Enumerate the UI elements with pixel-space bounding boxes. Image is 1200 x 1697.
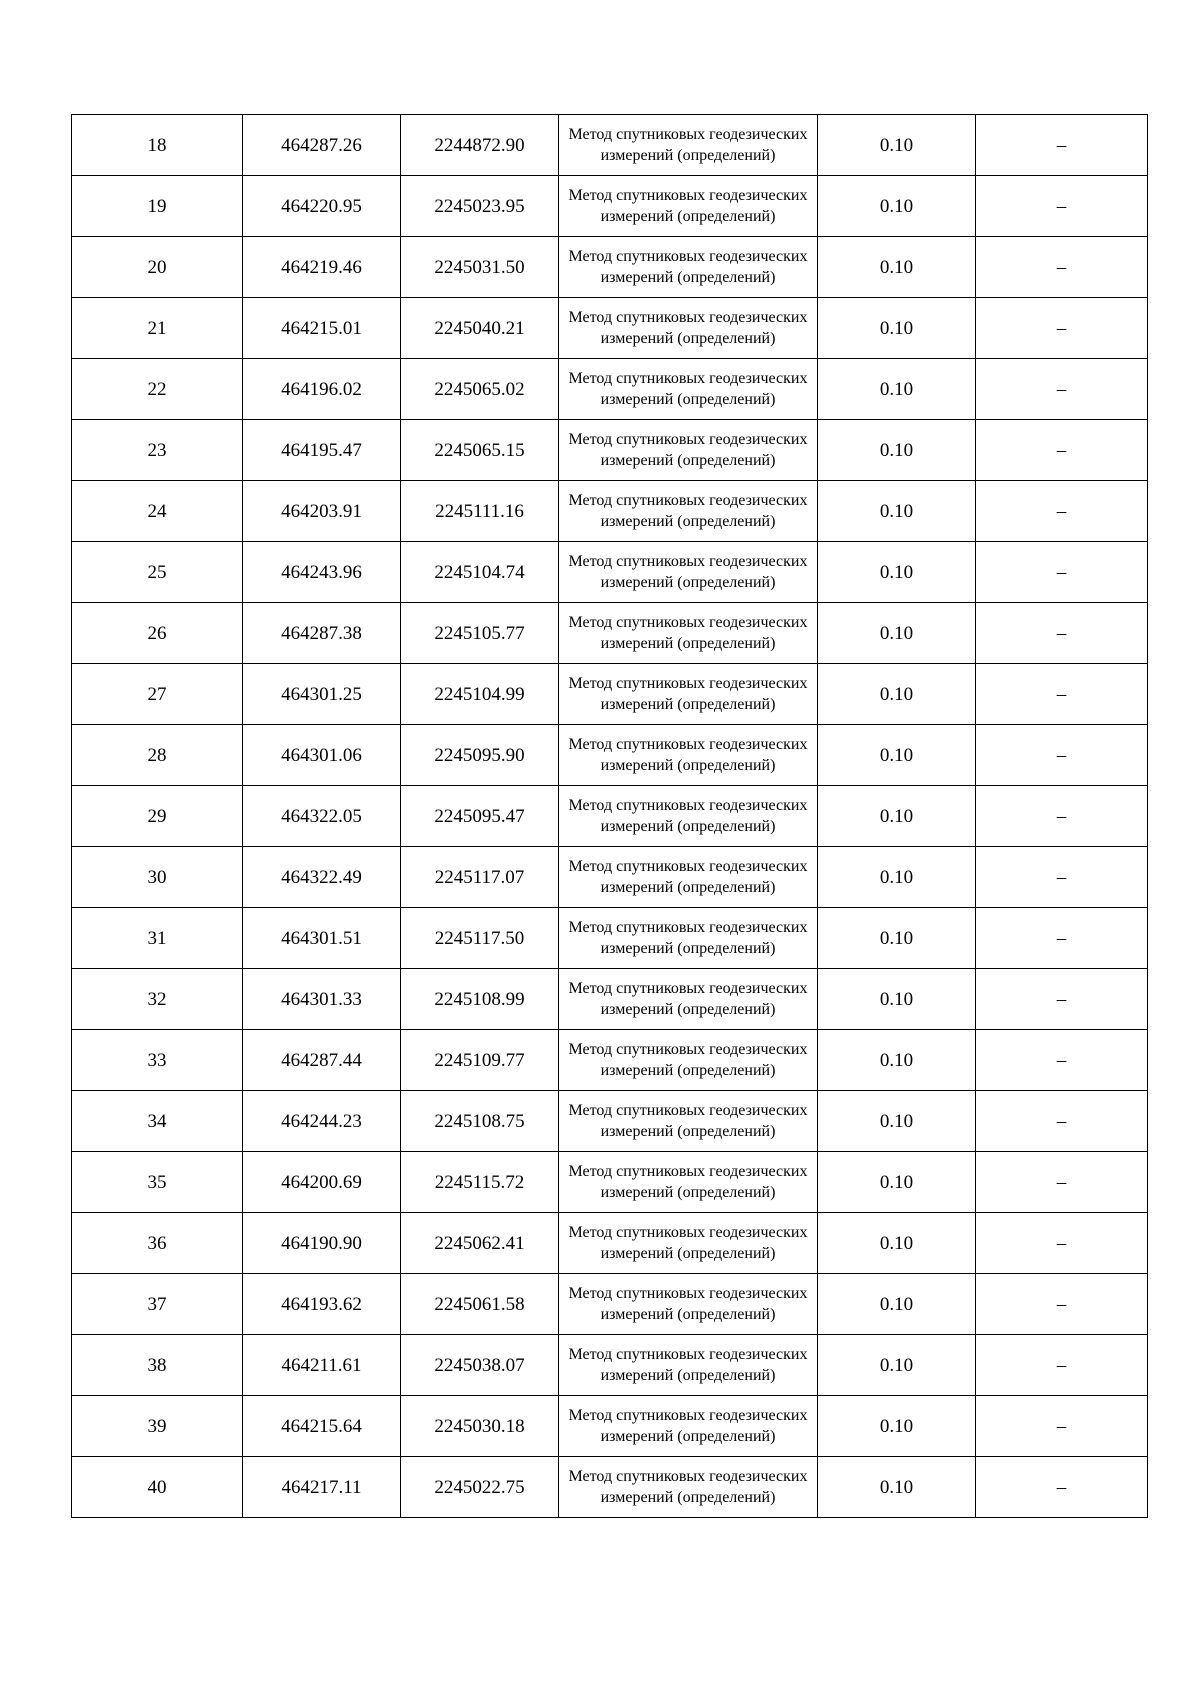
- method-cell: Метод спутниковых геодезических измерений (определений): [559, 237, 818, 298]
- x-coordinate-cell: 464301.06: [243, 725, 401, 786]
- note-cell: –: [976, 1457, 1148, 1518]
- accuracy-cell: 0.10: [818, 359, 976, 420]
- point-number-cell: 39: [72, 1396, 243, 1457]
- method-cell: Метод спутниковых геодезических измерений (определений): [559, 481, 818, 542]
- y-coordinate-cell: 2245108.75: [401, 1091, 559, 1152]
- x-coordinate-cell: 464219.46: [243, 237, 401, 298]
- point-number-cell: 34: [72, 1091, 243, 1152]
- method-cell: Метод спутниковых геодезических измерений (определений): [559, 725, 818, 786]
- y-coordinate-cell: 2245109.77: [401, 1030, 559, 1091]
- coordinates-table: [71, 114, 1148, 1518]
- accuracy-cell: 0.10: [818, 298, 976, 359]
- note-cell: –: [976, 1091, 1148, 1152]
- point-number-cell: 23: [72, 420, 243, 481]
- y-coordinate-cell: 2245030.18: [401, 1396, 559, 1457]
- method-cell: Метод спутниковых геодезических измерений (определений): [559, 1274, 818, 1335]
- table-row: [72, 1213, 1148, 1274]
- note-cell: –: [976, 359, 1148, 420]
- accuracy-cell: 0.10: [818, 1335, 976, 1396]
- method-cell: Метод спутниковых геодезических измерений (определений): [559, 115, 818, 176]
- x-coordinate-cell: 464287.38: [243, 603, 401, 664]
- table-row: [72, 1152, 1148, 1213]
- table-row: [72, 481, 1148, 542]
- method-cell: Метод спутниковых геодезических измерений (определений): [559, 1091, 818, 1152]
- x-coordinate-cell: 464287.44: [243, 1030, 401, 1091]
- point-number-cell: 30: [72, 847, 243, 908]
- note-cell: –: [976, 908, 1148, 969]
- method-cell: Метод спутниковых геодезических измерений (определений): [559, 1030, 818, 1091]
- table-row: [72, 1335, 1148, 1396]
- method-cell: Метод спутниковых геодезических измерений (определений): [559, 176, 818, 237]
- note-cell: –: [976, 115, 1148, 176]
- note-cell: –: [976, 298, 1148, 359]
- y-coordinate-cell: 2245095.47: [401, 786, 559, 847]
- y-coordinate-cell: 2245105.77: [401, 603, 559, 664]
- y-coordinate-cell: 2245022.75: [401, 1457, 559, 1518]
- note-cell: –: [976, 1396, 1148, 1457]
- x-coordinate-cell: 464301.51: [243, 908, 401, 969]
- method-cell: Метод спутниковых геодезических измерений (определений): [559, 1152, 818, 1213]
- table-row: [72, 847, 1148, 908]
- accuracy-cell: 0.10: [818, 725, 976, 786]
- accuracy-cell: 0.10: [818, 1030, 976, 1091]
- x-coordinate-cell: 464287.26: [243, 115, 401, 176]
- y-coordinate-cell: 2245023.95: [401, 176, 559, 237]
- accuracy-cell: 0.10: [818, 115, 976, 176]
- table-row: [72, 115, 1148, 176]
- note-cell: –: [976, 1274, 1148, 1335]
- table-row: [72, 1274, 1148, 1335]
- point-number-cell: 21: [72, 298, 243, 359]
- y-coordinate-cell: 2244872.90: [401, 115, 559, 176]
- accuracy-cell: 0.10: [818, 420, 976, 481]
- x-coordinate-cell: 464322.05: [243, 786, 401, 847]
- table-row: [72, 969, 1148, 1030]
- accuracy-cell: 0.10: [818, 603, 976, 664]
- y-coordinate-cell: 2245065.15: [401, 420, 559, 481]
- method-cell: Метод спутниковых геодезических измерений (определений): [559, 908, 818, 969]
- x-coordinate-cell: 464322.49: [243, 847, 401, 908]
- table-row: [72, 1396, 1148, 1457]
- note-cell: –: [976, 664, 1148, 725]
- table-row: [72, 176, 1148, 237]
- note-cell: –: [976, 1335, 1148, 1396]
- method-cell: Метод спутниковых геодезических измерений (определений): [559, 664, 818, 725]
- accuracy-cell: 0.10: [818, 908, 976, 969]
- point-number-cell: 27: [72, 664, 243, 725]
- note-cell: –: [976, 542, 1148, 603]
- table-row: [72, 542, 1148, 603]
- table-row: [72, 725, 1148, 786]
- x-coordinate-cell: 464220.95: [243, 176, 401, 237]
- x-coordinate-cell: 464200.69: [243, 1152, 401, 1213]
- note-cell: –: [976, 420, 1148, 481]
- point-number-cell: 20: [72, 237, 243, 298]
- y-coordinate-cell: 2245095.90: [401, 725, 559, 786]
- accuracy-cell: 0.10: [818, 1091, 976, 1152]
- point-number-cell: 38: [72, 1335, 243, 1396]
- accuracy-cell: 0.10: [818, 969, 976, 1030]
- x-coordinate-cell: 464243.96: [243, 542, 401, 603]
- point-number-cell: 25: [72, 542, 243, 603]
- note-cell: –: [976, 725, 1148, 786]
- point-number-cell: 37: [72, 1274, 243, 1335]
- point-number-cell: 40: [72, 1457, 243, 1518]
- accuracy-cell: 0.10: [818, 1213, 976, 1274]
- x-coordinate-cell: 464196.02: [243, 359, 401, 420]
- point-number-cell: 26: [72, 603, 243, 664]
- table-row: [72, 664, 1148, 725]
- method-cell: Метод спутниковых геодезических измерений (определений): [559, 786, 818, 847]
- note-cell: –: [976, 847, 1148, 908]
- accuracy-cell: 0.10: [818, 176, 976, 237]
- accuracy-cell: 0.10: [818, 664, 976, 725]
- x-coordinate-cell: 464301.33: [243, 969, 401, 1030]
- accuracy-cell: 0.10: [818, 481, 976, 542]
- table-row: [72, 1091, 1148, 1152]
- x-coordinate-cell: 464215.01: [243, 298, 401, 359]
- point-number-cell: 19: [72, 176, 243, 237]
- accuracy-cell: 0.10: [818, 1457, 976, 1518]
- y-coordinate-cell: 2245115.72: [401, 1152, 559, 1213]
- table-row: [72, 1030, 1148, 1091]
- point-number-cell: 29: [72, 786, 243, 847]
- x-coordinate-cell: 464195.47: [243, 420, 401, 481]
- accuracy-cell: 0.10: [818, 237, 976, 298]
- note-cell: –: [976, 1152, 1148, 1213]
- method-cell: Метод спутниковых геодезических измерений (определений): [559, 1457, 818, 1518]
- method-cell: Метод спутниковых геодезических измерений (определений): [559, 542, 818, 603]
- method-cell: Метод спутниковых геодезических измерений (определений): [559, 1396, 818, 1457]
- accuracy-cell: 0.10: [818, 1152, 976, 1213]
- point-number-cell: 36: [72, 1213, 243, 1274]
- method-cell: Метод спутниковых геодезических измерений (определений): [559, 1335, 818, 1396]
- accuracy-cell: 0.10: [818, 1396, 976, 1457]
- table-row: [72, 298, 1148, 359]
- table-row: [72, 237, 1148, 298]
- point-number-cell: 33: [72, 1030, 243, 1091]
- y-coordinate-cell: 2245108.99: [401, 969, 559, 1030]
- table-row: [72, 786, 1148, 847]
- table-row: [72, 908, 1148, 969]
- method-cell: Метод спутниковых геодезических измерений (определений): [559, 847, 818, 908]
- point-number-cell: 35: [72, 1152, 243, 1213]
- y-coordinate-cell: 2245040.21: [401, 298, 559, 359]
- note-cell: –: [976, 969, 1148, 1030]
- point-number-cell: 31: [72, 908, 243, 969]
- point-number-cell: 24: [72, 481, 243, 542]
- accuracy-cell: 0.10: [818, 847, 976, 908]
- table-body: [72, 115, 1148, 1518]
- y-coordinate-cell: 2245065.02: [401, 359, 559, 420]
- y-coordinate-cell: 2245062.41: [401, 1213, 559, 1274]
- method-cell: Метод спутниковых геодезических измерений (определений): [559, 969, 818, 1030]
- accuracy-cell: 0.10: [818, 542, 976, 603]
- point-number-cell: 32: [72, 969, 243, 1030]
- x-coordinate-cell: 464203.91: [243, 481, 401, 542]
- y-coordinate-cell: 2245104.99: [401, 664, 559, 725]
- y-coordinate-cell: 2245104.74: [401, 542, 559, 603]
- method-cell: Метод спутниковых геодезических измерений (определений): [559, 420, 818, 481]
- x-coordinate-cell: 464244.23: [243, 1091, 401, 1152]
- y-coordinate-cell: 2245117.07: [401, 847, 559, 908]
- y-coordinate-cell: 2245111.16: [401, 481, 559, 542]
- point-number-cell: 28: [72, 725, 243, 786]
- note-cell: –: [976, 176, 1148, 237]
- table-row: [72, 603, 1148, 664]
- y-coordinate-cell: 2245031.50: [401, 237, 559, 298]
- note-cell: –: [976, 1030, 1148, 1091]
- x-coordinate-cell: 464301.25: [243, 664, 401, 725]
- note-cell: –: [976, 481, 1148, 542]
- note-cell: –: [976, 237, 1148, 298]
- accuracy-cell: 0.10: [818, 1274, 976, 1335]
- point-number-cell: 18: [72, 115, 243, 176]
- x-coordinate-cell: 464211.61: [243, 1335, 401, 1396]
- x-coordinate-cell: 464217.11: [243, 1457, 401, 1518]
- x-coordinate-cell: 464190.90: [243, 1213, 401, 1274]
- y-coordinate-cell: 2245061.58: [401, 1274, 559, 1335]
- method-cell: Метод спутниковых геодезических измерений (определений): [559, 359, 818, 420]
- note-cell: –: [976, 786, 1148, 847]
- y-coordinate-cell: 2245038.07: [401, 1335, 559, 1396]
- method-cell: Метод спутниковых геодезических измерений (определений): [559, 1213, 818, 1274]
- x-coordinate-cell: 464215.64: [243, 1396, 401, 1457]
- table-row: [72, 420, 1148, 481]
- method-cell: Метод спутниковых геодезических измерений (определений): [559, 603, 818, 664]
- x-coordinate-cell: 464193.62: [243, 1274, 401, 1335]
- table-row: [72, 359, 1148, 420]
- y-coordinate-cell: 2245117.50: [401, 908, 559, 969]
- accuracy-cell: 0.10: [818, 786, 976, 847]
- method-cell: Метод спутниковых геодезических измерений (определений): [559, 298, 818, 359]
- point-number-cell: 22: [72, 359, 243, 420]
- table-row: [72, 1457, 1148, 1518]
- note-cell: –: [976, 603, 1148, 664]
- note-cell: –: [976, 1213, 1148, 1274]
